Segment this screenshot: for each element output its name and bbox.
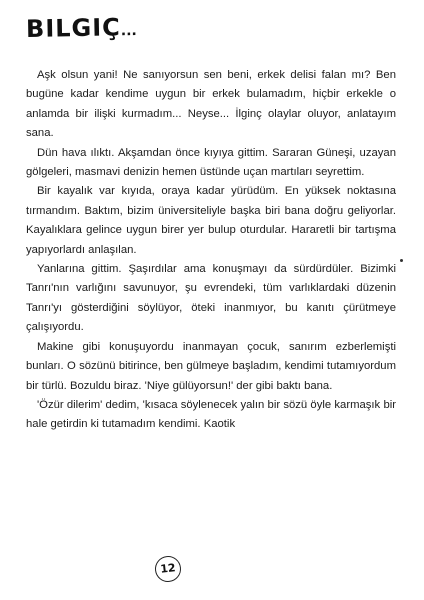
- paragraph-5: Makine gibi konuşuyordu inanmayan çocuk, sanırım ezberlemişti bunları. O sözünü bitirince, ben gülmeye başladım, kendimi tutamıyordum bir türlü. Bozuldu biraz. 'Niye gülüyorsun!' der gibi baktı bana.: [26, 340, 396, 392]
- page-number: 12: [159, 561, 177, 576]
- paragraph-4: Yanlarına gittim. Şaşırdılar ama konuşmayı da sürdürdüler. Bizimki Tanrı'nın varlığını savunuyor, şu evrendeki, tüm varlıklardaki düzenin Tanrı'yı gösterdiğini söylüyor, öteki inanmıyor, bu kanıtı çürütmeye çalışıyordu.: [26, 263, 396, 334]
- paragraph-3: Bir kayalık var kıyıda, oraya kadar yürüdüm. En yüksek noktasına tırmandım. Baktım, bizim üniversiteliyle başka biri bana doğru geliyorlar. Kayalıklara gelince uygun birer yer bulup oturdular. Hararetli bir tartışma yapıyorlardı anlaşılan.: [26, 185, 396, 256]
- paragraph-6: 'Özür dilerim' dedim, 'kısaca söylenecek yalın bir sözü öyle karmaşık bir hale getirdin ki tutamadım kendimi. Kaotik: [26, 398, 396, 431]
- page-number-badge: [154, 555, 183, 584]
- margin-dot: [400, 259, 403, 262]
- paragraph-2: Dün hava ılıktı. Akşamdan önce kıyıya gittim. Sararan Güneşi, uzayan gölgeleri, masmavi denizin hemen üstünde uçan martıları seyrettim.: [26, 146, 396, 179]
- body-text: [26, 66, 396, 435]
- paragraph-1: Aşk olsun yani! Ne sanıyorsun sen beni, erkek delisi falan mı? Ben bugüne kadar kendime uygun bir erkek bulamadım, hiçbir erkekle o anlamda bir ilişki kurmadım... Neyse... İlginç olaylar oluyor, anlatayım sana.: [26, 69, 396, 140]
- heading-ellipsis: ...: [120, 23, 137, 40]
- heading-title: BILGIÇ: [25, 13, 122, 43]
- page-heading: [26, 13, 137, 43]
